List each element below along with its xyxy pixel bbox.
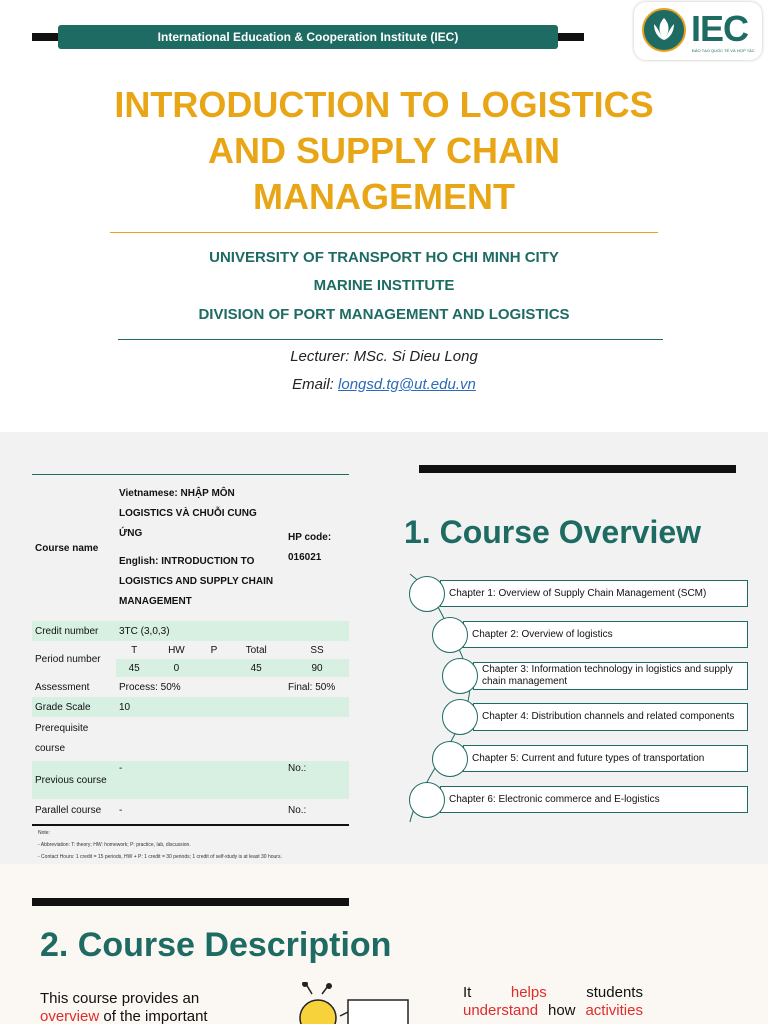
period-header-p: P	[210, 644, 218, 656]
course-title	[40, 82, 728, 220]
chapter-1-circle	[409, 576, 445, 612]
chapter-5-circle	[432, 741, 468, 777]
parallel-no: No.:	[288, 804, 307, 816]
period-value-ss: 90	[311, 662, 323, 674]
previous-label: Previous course	[35, 774, 107, 786]
period-value-hw: 0	[173, 662, 180, 674]
desc-left-line2: of the important	[103, 1008, 208, 1025]
chapter-2-circle	[432, 617, 468, 653]
cover-slide	[0, 0, 768, 432]
chapter-4[interactable]: Chapter 4: Distribution channels and related components	[473, 703, 748, 731]
overview-title: 1. Course Overview	[404, 514, 702, 550]
credit-value: 3TC (3,0,3)	[119, 625, 170, 637]
division-name: DIVISION OF PORT MANAGEMENT AND LOGISTICS	[198, 306, 570, 323]
chapter-5[interactable]: Chapter 5: Current and future types of transportation	[463, 745, 748, 772]
title-divider	[110, 232, 658, 233]
table-row	[32, 641, 349, 659]
credit-label: Credit number	[35, 625, 99, 637]
description-title: 2. Course Description	[40, 926, 392, 964]
chapter-4-circle	[442, 699, 478, 735]
desc-left-line1: This course provides an	[40, 990, 200, 1007]
parallel-value: -	[119, 804, 123, 816]
description-bar	[32, 898, 349, 906]
period-value-p	[200, 659, 227, 677]
assessment-label: Assessment	[35, 681, 90, 693]
table-bottom-line	[32, 824, 349, 826]
previous-value: -	[119, 763, 123, 774]
title-line-1: INTRODUCTION TO LOGISTICS	[114, 84, 654, 125]
institute-banner: International Education & Cooperation Institute (IEC)	[58, 25, 558, 49]
table-row	[32, 761, 349, 799]
bee-mascot-icon	[288, 982, 413, 1024]
grade-label: Grade Scale	[35, 701, 91, 713]
table-row	[32, 621, 349, 641]
prereq-label: Prerequisite course	[35, 723, 89, 754]
chapter-2[interactable]: Chapter 2: Overview of logistics	[463, 621, 748, 648]
logo-subtext: ĐÀO TẠO QUỐC TẾ VÀ HỢP TÁC	[692, 48, 755, 53]
desc-right-activities: activities	[585, 1002, 643, 1019]
lotus-emblem-icon	[642, 8, 686, 52]
description-right-text	[463, 984, 643, 1020]
chapter-6[interactable]: Chapter 6: Electronic commerce and E-logistics	[440, 786, 748, 813]
email-label: Email:	[292, 376, 334, 393]
english-name: English: INTRODUCTION TO LOGISTICS AND SUPPLY CHAIN MANAGEMENT	[119, 556, 274, 607]
note-abbreviation: - Abbreviation: T: theory; HW: homework; P: practice, lab, discussion.	[38, 842, 191, 848]
chapter-1[interactable]: Chapter 1: Overview of Supply Chain Management (SCM)	[440, 580, 748, 607]
desc-left-highlight: overview	[40, 1008, 100, 1025]
table-row	[32, 475, 349, 621]
grade-value: 10	[119, 701, 131, 713]
table-row	[32, 717, 349, 761]
chapter-3[interactable]: Chapter 3: Information technology in logistics and supply chain management	[473, 662, 748, 690]
previous-no: No.:	[288, 763, 307, 774]
prereq-value	[116, 717, 349, 761]
assessment-process: Process: 50%	[119, 681, 181, 693]
desc-right-it: It	[463, 984, 472, 1001]
title-line-3: MANAGEMENT	[253, 176, 515, 217]
parallel-label: Parallel course	[35, 804, 102, 816]
info-divider	[118, 339, 663, 340]
title-line-2: AND SUPPLY CHAIN	[207, 130, 561, 171]
course-name-label: Course name	[35, 542, 99, 554]
period-label: Period number	[35, 653, 101, 665]
chapter-6-circle	[409, 782, 445, 818]
desc-right-students: students	[586, 984, 643, 1001]
email-line	[0, 376, 768, 393]
email-link[interactable]: longsd.tg@ut.edu.vn	[338, 376, 476, 393]
period-header-total: Total	[245, 644, 267, 656]
logo-text: IEC	[691, 8, 749, 49]
period-value-total: 45	[250, 662, 262, 674]
note-contact-hours: - Contact Hours: 1 credit = 15 periods, HW + P: 1 credit = 30 periods; 1 credit of self-study is at least 30 hours.	[38, 854, 282, 860]
period-header-hw: HW	[168, 644, 185, 656]
table-row	[32, 697, 349, 717]
overview-bar	[419, 465, 736, 473]
table-row	[32, 677, 349, 697]
desc-right-how: how	[548, 1002, 576, 1019]
lecturer: Lecturer: MSc. Si Dieu Long	[290, 348, 478, 365]
description-left-text	[40, 990, 228, 1026]
university-name: UNIVERSITY OF TRANSPORT HO CHI MINH CITY	[209, 249, 559, 266]
period-value-t: 45	[128, 662, 140, 674]
period-header-ss: SS	[310, 644, 324, 656]
assessment-final: Final: 50%	[288, 681, 336, 693]
course-info-table	[32, 475, 349, 821]
chapter-3-circle	[442, 658, 478, 694]
iec-logo	[634, 2, 762, 60]
institute-name: MARINE INSTITUTE	[313, 277, 455, 294]
table-row	[32, 799, 349, 821]
desc-right-helps: helps	[510, 984, 547, 1001]
hp-code: HP code: 016021	[288, 532, 332, 563]
course-names	[116, 475, 285, 621]
desc-right-understand: understand	[463, 1002, 539, 1019]
note-title: Note:	[38, 830, 50, 836]
vietnamese-name: Vietnamese: NHẬP MÔN LOGISTICS VÀ CHUỖI CUNG ỨNG	[119, 488, 257, 539]
period-header-t: T	[131, 644, 138, 656]
